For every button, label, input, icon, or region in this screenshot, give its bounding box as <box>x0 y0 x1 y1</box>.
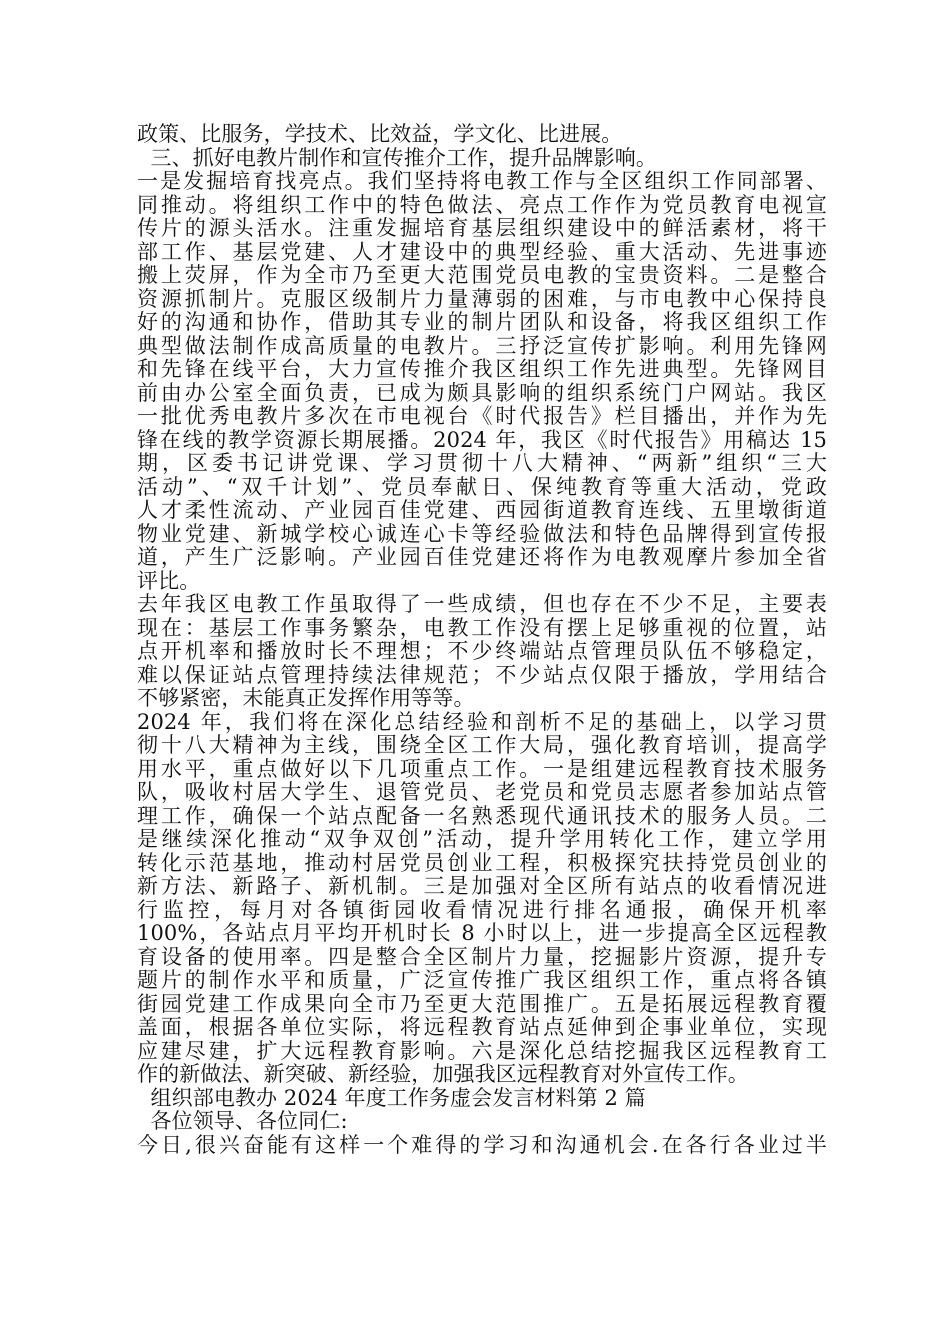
text-line: 传片的源头活水。注重发掘培育基层组织建设中的鲜活素材，将干 <box>137 217 827 240</box>
text-line: 期，区委书记讲党课、学习贯彻十八大精神、“两新”组织“三大 <box>137 452 827 475</box>
text-line: 物业党建、新城学校心诚连心卡等经验做法和特色品牌得到宣传报 <box>137 522 827 546</box>
text-line: 理工作，确保一个站点配备一名熟悉现代通讯技术的服务人员。二 <box>137 804 827 828</box>
text-line: 转化示范基地，推动村居党员创业工程，积极探究扶持党员创业的 <box>137 851 827 875</box>
text-line: 部工作、基层党建、人才建设中的典型经验、重大活动、先进事迹 <box>137 240 827 264</box>
text-line: 行监控，每月对各镇街园收看情况进行排名通报，确保开机率 <box>137 898 827 922</box>
text-line: 育设备的使用率。四是整合全区制片力量，挖掘影片资源，提升专 <box>137 945 827 969</box>
text-line: 彻十八大精神为主线，围绕全区工作大局，强化教育培训，提高学 <box>137 734 827 757</box>
text-line: 三、抓好电教片制作和宣传推介工作，提升品牌影响。 <box>137 145 657 170</box>
text-line: 现在：基层工作事务繁杂，电教工作没有摆上足够重视的位置，站 <box>137 616 827 640</box>
text-line: 难以保证站点管理持续法律规范；不少站点仅限于播放，学用结合 <box>137 663 827 687</box>
text-line: 典型做法制作成高质量的电教片。三抒泛宣传扩影响。利用先锋网 <box>137 334 827 358</box>
text-line: 新方法、新路子、新机制。三是加强对全区所有站点的收看情况进 <box>137 875 827 898</box>
text-line: 组织部电教办 2024 年度工作务虚会发言材料第 2 篇 <box>137 1085 646 1110</box>
text-line: 100%，各站点月平均开机时长 8 小时以上，进一步提高全区远程教 <box>137 922 827 945</box>
text-line: 搬上荧屏，作为全市乃至更大范围党员电教的宝贵资料。二是整合 <box>137 264 827 287</box>
text-line: 不够紧密，未能真正发挥作用等等。 <box>137 686 475 710</box>
text-line: 评比。 <box>137 568 201 593</box>
text-line: 锋在线的教学资源长期展播。2024 年，我区《时代报告》用稿达 15 <box>137 428 827 452</box>
document-page <box>137 123 827 1157</box>
text-line: 和先锋在线平台，大力宣传推介我区组织工作先进典型。先锋网目 <box>137 358 827 381</box>
text-line: 资源抓制片。克服区级制片力量薄弱的困难，与市电教中心保持良 <box>137 287 827 311</box>
text-line: 道，产生广泛影响。产业园百佳党建还将作为电教观摩片参加全省 <box>137 546 827 569</box>
text-line: 一批优秀电教片多次在市电视台《时代报告》栏目播出，并作为先 <box>137 405 827 428</box>
text-line: 街园党建工作成果向全市乃至更大范围推广。五是拓展远程教育覆 <box>137 992 827 1016</box>
text-line: 去年我区电教工作虽取得了一些成绩，但也存在不少不足，主要表 <box>137 593 827 616</box>
text-line: 是继续深化推动“双争双创”活动，提升学用转化工作，建立学用 <box>137 828 827 851</box>
text-line: 前由办公室全面负责，已成为颇具影响的组织系统门户网站。我区 <box>137 381 827 405</box>
text-line: 2024 年，我们将在深化总结经验和剖析不足的基础上，以学习贯 <box>137 710 827 734</box>
text-line: 好的沟通和协作，借助其专业的制片团队和设备，将我区组织工作 <box>137 311 827 334</box>
text-line: 政策、比服务，学技术、比效益，学文化、比进展。 <box>137 122 623 146</box>
text-line: 同推动。将组织工作中的特色做法、亮点工作作为党员教育电视宣 <box>137 193 827 217</box>
text-line: 点开机率和播放时长不理想；不少终端站点管理员队伍不够稳定， <box>137 640 827 663</box>
text-line: 盖面，根据各单位实际，将远程教育站点延伸到企事业单位，实现 <box>137 1016 827 1039</box>
text-line: 题片的制作水平和质量，广泛宣传推广我区组织工作，重点将各镇 <box>137 969 827 992</box>
text-line: 人才柔性流动、产业园百佳党建、西园街道教育连线、五里墩街道 <box>137 499 827 522</box>
text-line: 活动”、“双千计划”、党员奉献日、保纯教育等重大活动，党政 <box>137 475 827 499</box>
text-line: 作的新做法、新突破、新经验，加强我区远程教育对外宣传工作。 <box>137 1062 749 1086</box>
text-line: 应建尽建，扩大远程教育影响。六是深化总结挖掘我区远程教育工 <box>137 1039 827 1063</box>
text-line: 用水平，重点做好以下几项重点工作。一是组建远程教育技术服务 <box>137 757 827 781</box>
text-line: 一是发掘培育找亮点。我们坚持将电教工作与全区组织工作同部署、 <box>137 170 827 193</box>
text-line: 队，吸收村居大学生、退管党员、老党员和党员志愿者参加站点管 <box>137 781 827 804</box>
text-line: 各位领导、各位同仁: <box>137 1109 348 1133</box>
text-line: 今日,很兴奋能有这样一个难得的学习和沟通机会.在各行各业过半 <box>137 1133 827 1157</box>
